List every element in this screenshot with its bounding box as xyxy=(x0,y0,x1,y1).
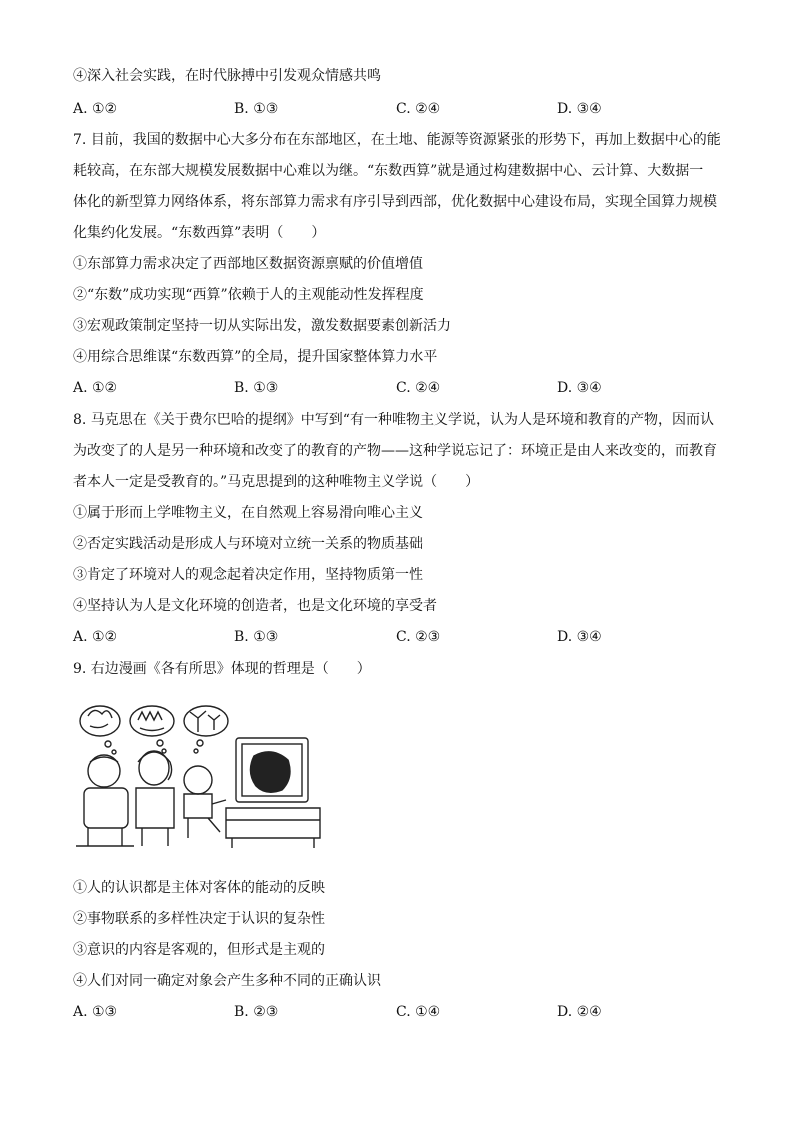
option-a[interactable]: A. ①② xyxy=(73,101,118,117)
q7-statement-4: ④用综合思维谋“东数西算”的全局，提升国家整体算力水平 xyxy=(73,349,438,365)
q9-option-a[interactable]: A. ①③ xyxy=(73,1004,118,1020)
q9-option-b[interactable]: B. ②③ xyxy=(234,1004,279,1020)
q9-statement-4: ④人们对同一确定对象会产生多种不同的正确认识 xyxy=(73,973,381,989)
option-d[interactable]: D. ③④ xyxy=(557,101,602,117)
q9-option-d[interactable]: D. ②④ xyxy=(557,1004,602,1020)
q7-option-b[interactable]: B. ①③ xyxy=(234,380,279,396)
option-b[interactable]: B. ①③ xyxy=(234,101,279,117)
q7-option-d[interactable]: D. ③④ xyxy=(557,380,602,396)
q7-stem-line: 化集约化发展。“东数西算”表明（ ） xyxy=(73,225,326,241)
q8-stem-line: 为改变了的人是另一种环境和改变了的教育的产物——这种学说忘记了：环境正是由人来改变的，而教育 xyxy=(73,443,717,459)
q8-statement-3: ③肯定了环境对人的观念起着决定作用，坚持物质第一性 xyxy=(73,567,423,583)
q7-statement-2: ②“东数”成功实现“西算”依赖于人的主观能动性发挥程度 xyxy=(73,287,424,303)
q8-stem-line: 8. 马克思在《关于费尔巴哈的提纲》中写到“有一种唯物主义学说，认为人是环境和教育的产物，因而认 xyxy=(73,412,714,428)
q9-statement-2: ②事物联系的多样性决定于认识的复杂性 xyxy=(73,911,325,927)
q8-stem-line: 者本人一定是受教育的。”马克思提到的这种唯物主义学说（ ） xyxy=(73,474,480,490)
thought-bubble-father xyxy=(80,706,120,736)
thought-bubble-mother xyxy=(130,706,174,736)
q8-option-c[interactable]: C. ②③ xyxy=(396,629,441,645)
q7-option-c[interactable]: C. ②④ xyxy=(396,380,441,396)
child-figure xyxy=(184,766,212,794)
q7-option-a[interactable]: A. ①② xyxy=(73,380,118,396)
thought-bubble-child xyxy=(184,706,228,736)
q8-option-a[interactable]: A. ①② xyxy=(73,629,118,645)
tv-cabinet xyxy=(226,808,320,838)
q9-stem: 9. 右边漫画《各有所思》体现的哲理是（ ） xyxy=(73,661,371,677)
q9-statement-1: ①人的认识都是主体对客体的能动的反映 xyxy=(73,880,325,896)
q8-statement-4: ④坚持认为人是文化环境的创造者，也是文化环境的享受者 xyxy=(73,598,437,614)
q7-stem-line: 体化的新型算力网络体系，将东部算力需求有序引导到西部，优化数据中心建设布局，实现全国算力规模 xyxy=(73,194,717,210)
cartoon-illustration xyxy=(76,696,326,856)
statement-4: ④深入社会实践，在时代脉搏中引发观众情感共鸣 xyxy=(73,68,381,84)
q7-statement-3: ③宏观政策制定坚持一切从实际出发，激发数据要素创新活力 xyxy=(73,318,451,334)
q7-stem-line: 7. 目前，我国的数据中心大多分布在东部地区，在土地、能源等资源紧张的形势下，再加上数据中心的能 xyxy=(73,132,721,148)
q9-statement-3: ③意识的内容是客观的，但形式是主观的 xyxy=(73,942,325,958)
q7-statement-1: ①东部算力需求决定了西部地区数据资源禀赋的价值增值 xyxy=(73,256,423,272)
q8-option-b[interactable]: B. ①③ xyxy=(234,629,279,645)
option-c[interactable]: C. ②④ xyxy=(396,101,441,117)
q8-option-d[interactable]: D. ③④ xyxy=(557,629,602,645)
q8-statement-2: ②否定实践活动是形成人与环境对立统一关系的物质基础 xyxy=(73,536,423,552)
q8-statement-1: ①属于形而上学唯物主义，在自然观上容易滑向唯心主义 xyxy=(73,505,423,521)
q9-option-c[interactable]: C. ①④ xyxy=(396,1004,441,1020)
q7-stem-line: 耗较高，在东部大规模发展数据中心难以为继。“东数西算”就是通过构建数据中心、云计算、大数据一 xyxy=(73,163,704,179)
